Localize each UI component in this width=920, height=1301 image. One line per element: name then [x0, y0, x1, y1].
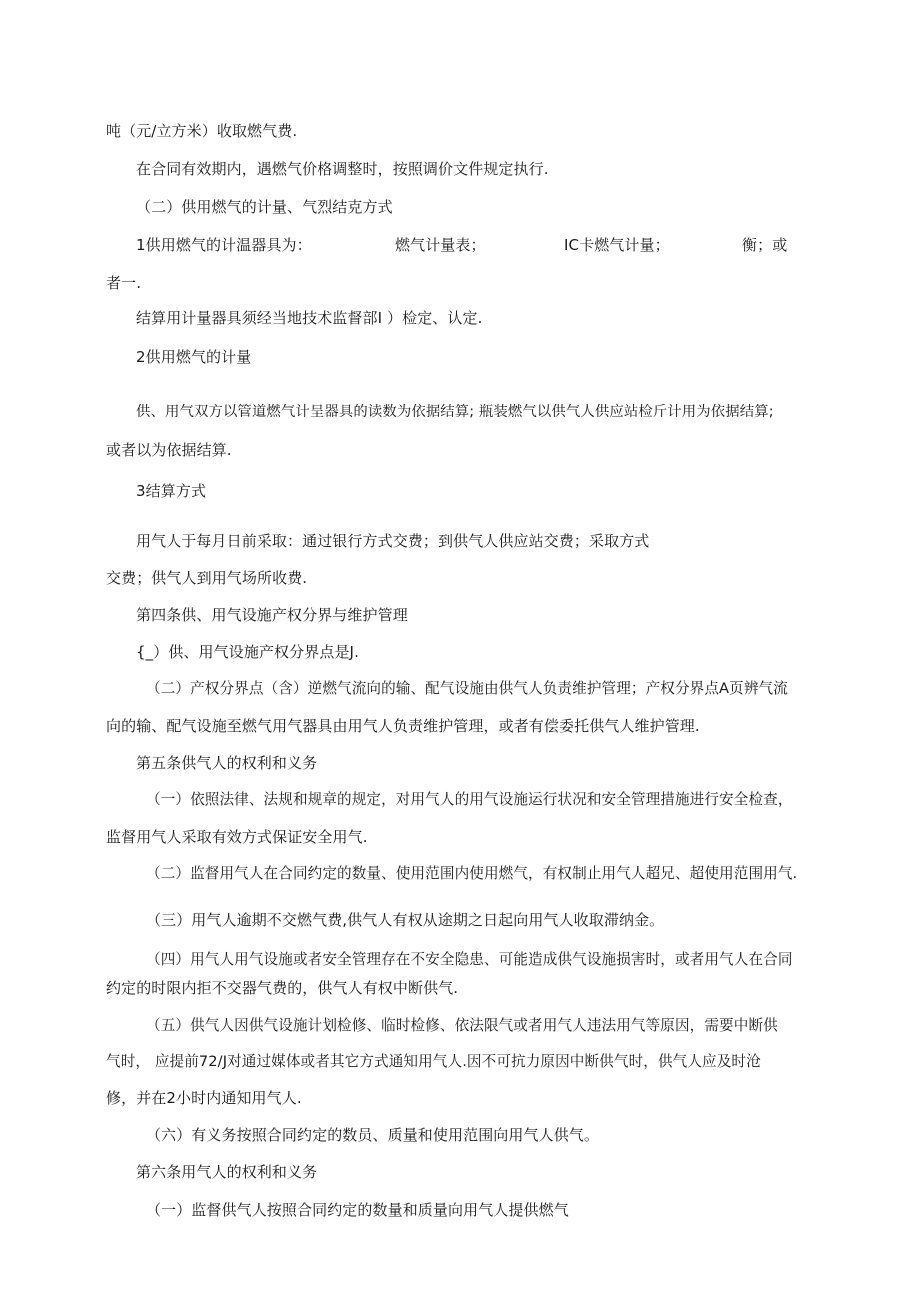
text-line: （三）用气人逾期不交燃气费,供气人有权从途期之日起向用气人收取滞纳金。	[146, 911, 665, 929]
text-line: IC卡燃气计量；	[564, 236, 670, 254]
text-line: 结算用计量器具须经当地技术监督部I ）检定、认定.	[136, 309, 483, 327]
text-line: （二）供用燃气的计量、气烈结克方式	[136, 198, 393, 216]
text-line: 吨（元/立方米）收取燃气费.	[106, 122, 298, 140]
section-heading: 第五条供气人的权利和义务	[136, 754, 318, 772]
section-heading: 第六条用气人的权利和义务	[136, 1163, 318, 1181]
text-line: 气时， 应提前72/J对通过媒体或者其它方式通知用气人.因不可抗力原因中断供气时，供气人应及时沧	[106, 1053, 761, 1070]
text-line: 约定的时限内拒不交器气费的，供气人有权中断供气.	[106, 979, 459, 997]
text-line: （五）供气人因供气设施计划检修、临时检修、依法限气或者用气人违法用气等原因，需要中断供	[146, 1017, 778, 1034]
text-line: 向的输、配气设施至燃气用气器具由用气人负责维护管理，或者有偿委托供气人维护管理.	[106, 717, 700, 735]
section-heading: 第四条供、用气设施产权分界与维护管理	[136, 606, 408, 624]
text-line: 修，并在2小时内通知用气人.	[106, 1089, 302, 1107]
text-line: 在合同有效期内，遇燃气价格调整时，按照调价文件规定执行.	[136, 160, 549, 178]
text-line: 1供用燃气的计温器具为：	[136, 236, 312, 254]
text-line: （二）产权分界点（含）逆燃气流向的输、配气设施由供气人负责维护管理；产权分界点A页辨气流	[146, 680, 788, 697]
text-line: 或者以为依据结算.	[106, 441, 232, 459]
text-line: （一）监督供气人按照合同约定的数量和质量向用气人提供燃气	[146, 1201, 569, 1219]
text-line: 监督用气人采取有效方式保证安全用气.	[106, 828, 368, 846]
text-line: （六）有义务按照合同约定的数员、质量和使用范围向用气人供气。	[146, 1126, 600, 1144]
text-line: （四）用气人用气设施或者安全管理存在不安全隐患、可能造成供气设施损害时，或者用气人在合同	[146, 951, 793, 968]
text-line: 2供用燃气的计量	[136, 348, 252, 366]
text-line: 3结算方式	[136, 482, 207, 500]
text-line: 交费；供气人到用气场所收费.	[106, 569, 308, 587]
text-line: {_）供、用气设施产权分界点是J.	[136, 643, 359, 661]
text-line: （一）依照法律、法规和规章的规定，对用气人的用气设施运行状况和安全管理措施进行安全检查，	[146, 791, 793, 808]
text-line: 者一.	[106, 274, 142, 292]
text-line: 燃气计量表；	[395, 236, 486, 254]
text-line: 用气人于每月日前采取：通过银行方式交费；到供气人供应站交费；采取方式	[136, 532, 650, 550]
text-line: 衡；或	[742, 236, 788, 254]
text-line: 供、用气双方以管道燃气计呈器具的读数为依据结算; 瓶装燃气以供气人供应站检斤计用为依据结算;	[136, 404, 774, 420]
text-line: （二）监督用气人在合同约定的数量、使用范围内使用燃气，有权制止用气人超兄、超使用范围用气.	[146, 865, 798, 882]
